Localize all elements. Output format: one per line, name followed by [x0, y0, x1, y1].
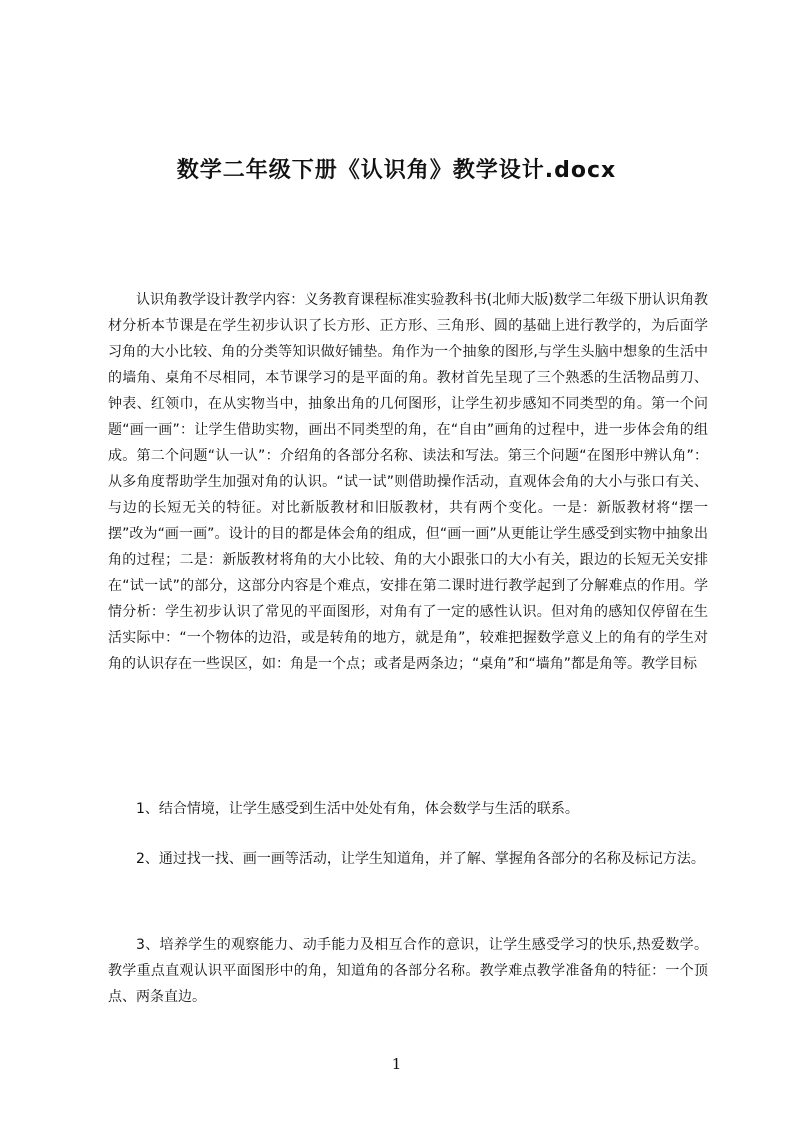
paragraph-goal-2: 2、通过找一找、画一画等活动，让学生知道角，并了解、掌握角各部分的名称及标记方法。 — [136, 851, 705, 867]
paragraph-teaching-content: 认识角教学设计教学内容：义务教育课程标准实验教科书(北师大版)数学二年级下册认识角教材分析本节课是在学生初步认识了长方形、正方形、三角形、圆的基础上进行教学的，为后面学习角的大小比较、角的分类等知识做好铺垫。角作为一个抽象的图形,与学生头脑中想象的生活中的墙角、桌角不尽相同，本节课学习的是平面的角。教材首先呈现了三个熟悉的生活物品剪刀、钟表、红领巾，在从实物当中，抽象出角的几何图形，让学生初步感知不同类型的角。第一个问题“画一画”：让学生借助实物，画出不同类型的角，在“自由”画角的过程中，进一步体会角的组成。第二个问题“认一认”：介绍角的各部分名称、读法和写法。第三个问题“在图形中辨认角”：从多角度帮助学生加强对角的认识。“试一试”则借助操作活动，直观体会角的大小与张口有关、与边的长短无关的特征。对比新版教材和旧版教材，共有两个变化。一是：新版教材将“摆一摆”改为“画一画”。设计的目的都是体会角的组成，但“画一画”从更能让学生感受到实物中抽象出角的过程；二是：新版教材将角的大小比较、角的大小跟张口的大小有关，跟边的长短无关安排在“试一试”的部分，这部分内容是个难点，安排在第二课时进行教学起到了分解难点的作用。学情分析：学生初步认识了常见的平面图形，对角有了一定的感性认识。但对角的感知仅停留在生活实际中：“一个物体的边沿，或是转角的地方，就是角”，较难把握数学意义上的角有的学生对角的认识存在一些误区，如：角是一个点；或者是两条边；“桌角”和“墙角”都是角等。教学目标 — [108, 292, 708, 672]
document-title: 数学二年级下册《认识角》教学设计.docx — [176, 157, 617, 183]
paragraph-goal-1: 1、结合情境，让学生感受到生活中处处有角，体会数学与生活的联系。 — [136, 801, 579, 817]
page-number: 1 — [391, 1055, 402, 1073]
paragraph-goal-3: 3、培养学生的观察能力、动手能力及相互合作的意识，让学生感受学习的快乐,热爱数学。教学重点直观认识平面图形中的角，知道角的各部分名称。教学难点教学准备角的特征：一个顶点、两条直边。 — [108, 937, 708, 1005]
